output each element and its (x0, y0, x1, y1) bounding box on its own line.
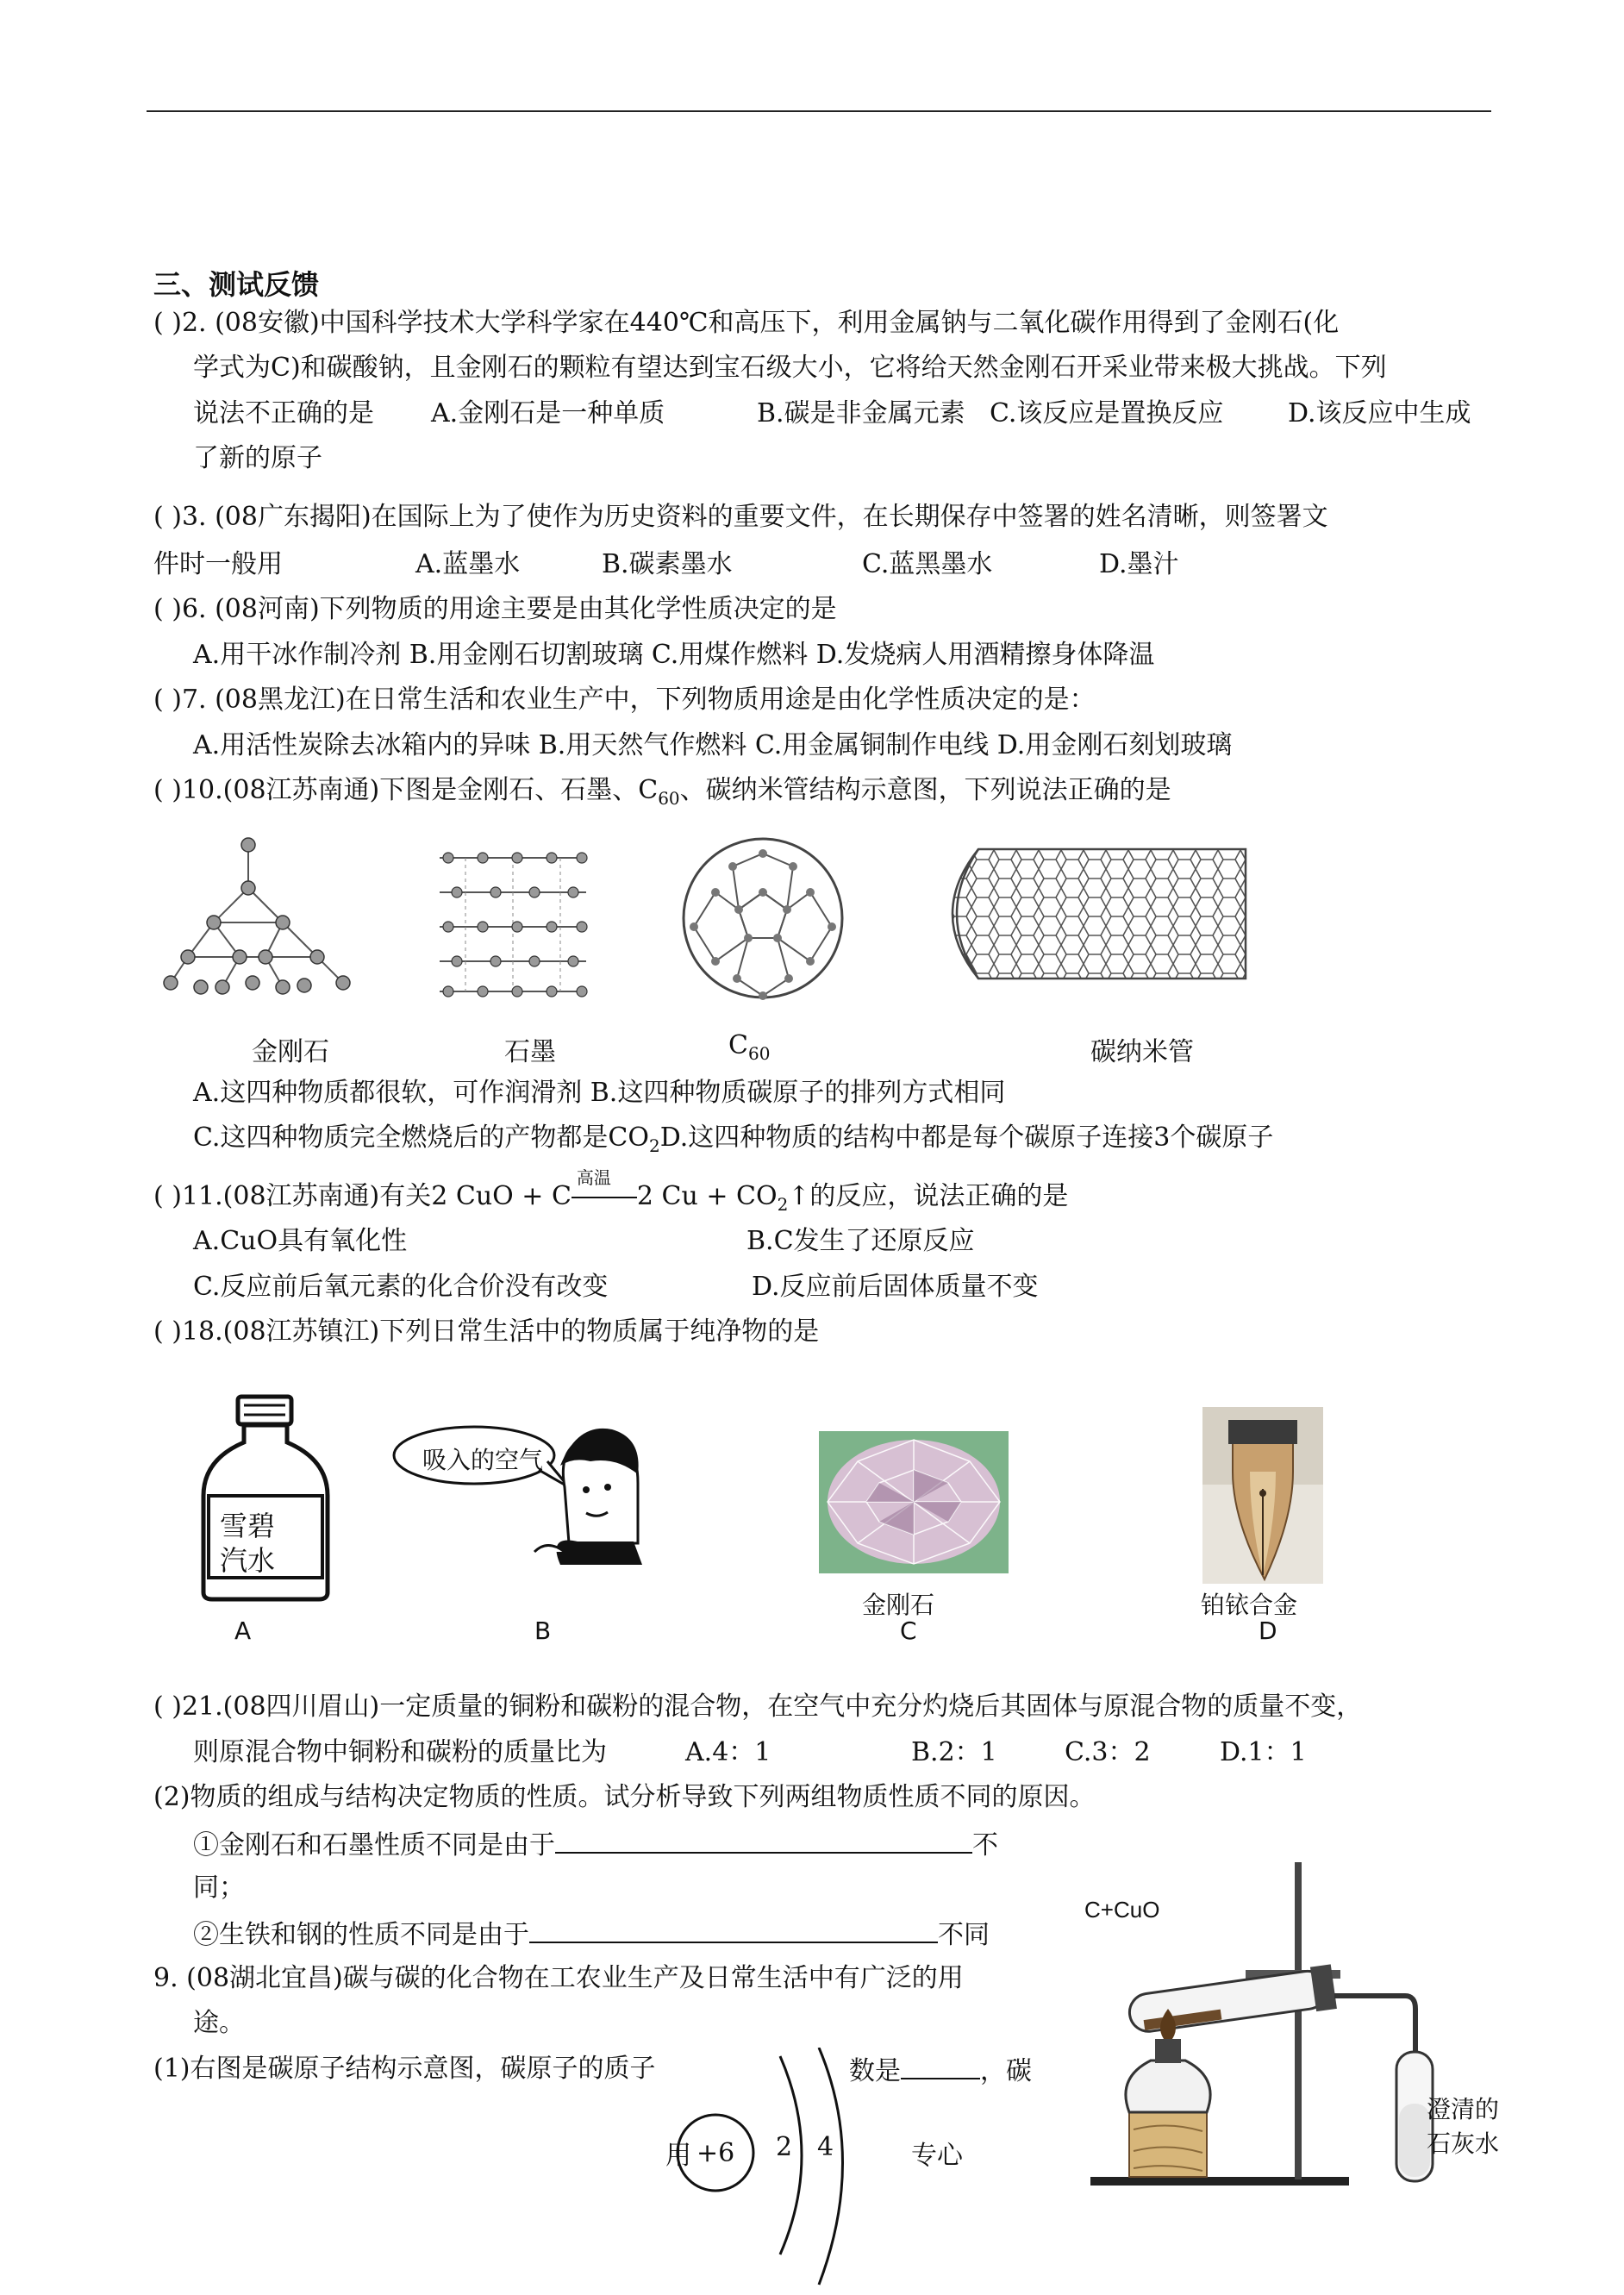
q11-option-d: D.反应前后固体质量不变 (752, 1272, 1039, 1302)
answer-blank-2 (529, 1916, 938, 1943)
section-title: 三、测试反馈 (153, 268, 320, 301)
q21-option-c: C.3：2 (1065, 1737, 1151, 1767)
q3-line1: ( )3. (08广东揭阳)在国际上为了使作为历史资料的重要文件，在长期保存中签署的姓名清晰，则签署文 (153, 502, 1328, 532)
option-a-label: A (234, 1617, 252, 1645)
q2-line4: 了新的原子 (193, 443, 322, 473)
q2-option-d: D.该反应中生成 (1288, 398, 1471, 428)
q9-fragment-right: 专心 (911, 2141, 963, 2171)
option-c-label: C (900, 1617, 917, 1645)
reaction-arrow (572, 1197, 637, 1198)
q18-line1: ( )18.(08江苏镇江)下列日常生活中的物质属于纯净物的是 (153, 1316, 820, 1347)
c60-structure-figure (672, 832, 853, 1004)
part2-intro: (2)物质的组成与结构决定物质的性质。试分析导致下列两组物质性质不同的原因。 (153, 1782, 1096, 1812)
q3-option-d: D.墨汁 (1099, 549, 1179, 579)
q2-line2: 学式为C)和碳酸钠，且金刚石的颗粒有望达到宝石级大小，它将给天然金刚石开采业带来极大挑战。下列 (193, 353, 1387, 383)
nucleus-charge: +6 (696, 2138, 735, 2168)
q11-option-b: B.C发生了还原反应 (746, 1226, 975, 1256)
q9-line1: 9. (08湖北宜昌)碳与碳的化合物在工农业生产及日常生活中有广泛的用 (153, 1963, 964, 1993)
q11-line1: ( )11.(08江苏南通)有关2 CuO + C 高温 2 $Cu + CO_2↑$的反应，说法正确的是 (153, 1179, 1068, 1222)
bottle-label-line1: 雪碧 (220, 1510, 276, 1542)
q10-options-cd: C.这四种物质完全燃烧后的产物都是$CO_2D$.这四种物质的结构中都是每个碳原子连接3个碳原子 (193, 1122, 1274, 1156)
answer-blank-3 (901, 2052, 980, 2079)
q9-line3a: (1)右图是碳原子结构示意图，碳原子的质子 (153, 2054, 656, 2084)
q7-line1: ( )7. (08黑龙江)在日常生活和农业生产中，下列物质用途是由化学性质决定的是： (153, 685, 1096, 715)
limewater-label-line1: 澄清的 (1427, 2095, 1500, 2123)
q6-line1: ( )6. (08河南)下列物质的用途主要是由其化学性质决定的是 (153, 594, 837, 624)
q10-line1: ( )10.(08江苏南通)下图是金刚石、石墨、$C_{60}$、碳纳米管结构示意图，下列说法正确的是 (153, 775, 1171, 809)
q9-line3b: 数是 ，碳 (849, 2052, 1032, 2089)
bottle-label-line2: 汽水 (220, 1544, 276, 1577)
q21-line2: 则原混合物中铜粉和碳粉的质量比为 (193, 1737, 607, 1767)
part2-item1-cont: 同； (193, 1873, 245, 1903)
q2-option-a: A.金刚石是一种单质 (431, 398, 665, 428)
q6-line2: A.用干冰作制冷剂 B.用金刚石切割玻璃 C.用煤作燃料 D.发烧病人用酒精擦身体降温 (193, 640, 1155, 670)
q2-line1: ( )2. (08安徽)中国科学技术大学科学家在440℃和高压下，利用金属钠与二氧化碳作用得到了金刚石(化 (153, 308, 1340, 338)
q21-option-b: B.2：1 (911, 1737, 997, 1767)
q11-option-a: A.CuO具有氧化性 (193, 1226, 408, 1256)
q3-option-b: B.碳素墨水 (602, 549, 733, 579)
diamond-photo (819, 1431, 1009, 1573)
q7-line2: A.用活性炭除去冰箱内的异味 B.用天然气作燃料 C.用金属铜制作电线 D.用金刚石刻划玻璃 (193, 730, 1233, 760)
q2-option-c: C.该反应是置换反应 (990, 398, 1224, 428)
speech-bubble-text: 吸入的空气 (422, 1446, 544, 1474)
pen-nib-label: 铂铱合金 (1201, 1591, 1298, 1619)
q2-line3: 说法不正确的是 (193, 398, 374, 428)
q3-option-c: C.蓝黑墨水 (862, 549, 993, 579)
option-d-label: D (1259, 1617, 1277, 1645)
option-b-label: B (534, 1617, 552, 1645)
caption-diamond: 金刚石 (252, 1037, 329, 1067)
q3-option-a: A.蓝墨水 (415, 549, 521, 579)
q21-option-d: D.1：1 (1220, 1737, 1307, 1767)
q9-line2: 途。 (193, 2008, 245, 2038)
diamond-structure-figure (153, 828, 360, 1000)
q3-line2: 件时一般用 (153, 549, 283, 579)
q21-option-a: A.4：1 (685, 1737, 771, 1767)
caption-c60: $C_{60}$ (728, 1030, 771, 1064)
caption-graphite: 石墨 (504, 1037, 556, 1067)
reaction-condition: 高温 (576, 1167, 611, 1188)
part2-item1: ①金刚石和石墨性质不同是由于 不 (193, 1826, 998, 1863)
shell1-electrons: 2 (776, 2132, 793, 2162)
limewater-label-line2: 石灰水 (1427, 2129, 1500, 2158)
carbon-atom-diagram (672, 2048, 871, 2293)
caption-nanotube: 碳纳米管 (1090, 1037, 1194, 1067)
q21-line1: ( )21.(08四川眉山)一定质量的铜粉和碳粉的混合物，在空气中充分灼烧后其固体与原混合物的质量不变， (153, 1692, 1363, 1722)
pen-nib-photo (1202, 1407, 1323, 1584)
diamond-photo-label: 金刚石 (862, 1591, 935, 1619)
q10-options-ab: A.这四种物质都很软，可作润滑剂 B.这四种物质碳原子的排列方式相同 (193, 1078, 1006, 1108)
q11-option-c: C.反应前后氧元素的化合价没有改变 (193, 1272, 609, 1302)
answer-blank-1 (555, 1826, 972, 1854)
header-rule (147, 110, 1491, 112)
part2-item2: ②生铁和钢的性质不同是由于 不同 (193, 1916, 990, 1953)
nanotube-structure-figure (927, 841, 1250, 987)
q9-fragment-left: 用 (665, 2141, 691, 2171)
test-tube-label: C+CuO (1084, 1897, 1160, 1923)
q2-option-b: B.碳是非金属元素 (757, 398, 965, 428)
shell2-electrons: 4 (817, 2132, 834, 2162)
graphite-structure-figure (431, 841, 595, 1004)
